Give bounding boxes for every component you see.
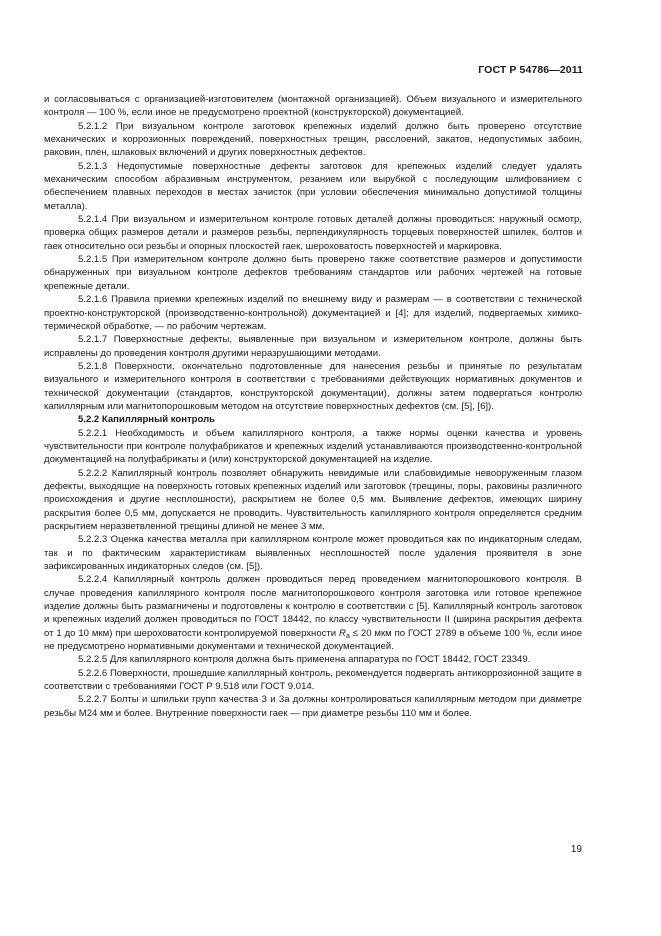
paragraph-5-2-1-3: 5.2.1.3 Недопустимые поверхностные дефекты заготовок для крепежных изделий следует удалять механическим способом абразивным инструментом, резанием или вырубкой с последующим шлифованием с обеспечением плавных переходов в местах зачисток (при условии обеспечения минимально допустимой толщины металла). bbox=[44, 160, 582, 212]
paragraph-text-after: ≤ 20 мкм по ГОСТ 2789 в объеме 100 %, если иное не предусмотрено нормативными документами и технической документацией. bbox=[44, 627, 583, 653]
paragraph-5-2-1-2: 5.2.1.2 При визуальном контроле заготовок крепежных изделий должно быть проверено отсутствие механических и коррозионных повреждений, поверхностных трещин, расслоений, закатов, недопустимых забоин, раковин, плен, шлаковых включений и других поверхностных дефектов. bbox=[44, 120, 582, 159]
page-number: 19 bbox=[570, 844, 582, 855]
paragraph-5-2-2-6: 5.2.2.6 Поверхности, прошедшие капиллярный контроль, рекомендуется подвергать антикоррозионной защите в соответствии с требованиями ГОСТ Р 9.518 или ГОСТ 9.014. bbox=[44, 667, 582, 693]
paragraph-5-2-2-5: 5.2.2.5 Для капиллярного контроля должна быть применена аппаратура по ГОСТ 18442, ГОСТ 23349. bbox=[78, 654, 531, 666]
paragraph-5-2-1-5: 5.2.1.5 При измерительном контроле должно быть проверено также соответствие размеров и допустимости обнаруженных при визуальном контроле дефектов требованиям стандартов или рабочих чертежей на готовые крепежные детали. bbox=[44, 254, 582, 292]
paragraph-5-2-1-4: 5.2.1.4 При визуальном и измерительном контроле готовых деталей должны проводиться: наружный осмотр, проверка общих размеров детали и размеров резьбы, перпендикулярность торцевых поверхностей шпилек, болтов и гаек относительно оси резьбы и опорных плоскостей гаек, шероховатость поверхностей и маркировка. bbox=[44, 214, 582, 252]
paragraph-5-2-2-7: 5.2.2.7 Болты и шпильки групп качества 3 и 3а должны контролироваться капиллярным методом при диаметре резьбы М24 мм и более. Внутренние поверхности гаек — при диаметре резьбы 110 мм и более. bbox=[44, 694, 582, 719]
paragraph-5-2-2-4 bbox=[44, 573, 582, 653]
roughness-subscript: a bbox=[345, 632, 350, 640]
document-body bbox=[44, 93, 582, 720]
paragraph-5-2-2-2: 5.2.2.2 Капиллярный контроль позволяет обнаружить невидимые или слабовидимые невооруженным глазом дефекты, выходящие на поверхность готовых крепежных изделий или заготовок (трещины, поры, раковины различного происхождения и другие несплошности), раскрытием не более 0,5 мм. Выявление дефектов, имеющих ширину раскрытия более 0,5 мм, допускается не проводить. Чувствительность капиллярного контроля определяется средним раскрытием неразветвленной трещины длиной не менее 3 мм. bbox=[44, 467, 582, 532]
paragraph-5-2-2-1: 5.2.2.1 Необходимость и объем капиллярного контроля, а также нормы оценки качества и уровень чувствительности при контроле полуфабрикатов и крепежных изделий устанавливаются производственно-контрольной документацией на полуфабрикаты и (или) конструкторской документацией на изделие. bbox=[44, 427, 582, 466]
section-heading-5-2-2: 5.2.2 Капиллярный контроль bbox=[78, 414, 216, 426]
document-header: ГОСТ Р 54786—2011 bbox=[478, 64, 583, 76]
roughness-symbol: R bbox=[339, 627, 346, 639]
paragraph-5-2-1-7: 5.2.1.7 Поверхностные дефекты, выявленные при визуальном и измерительном контроле, должны быть исправлены до проведения контроля другими неразрушающими методами. bbox=[44, 334, 582, 359]
paragraph-5-2-2-3: 5.2.2.3 Оценка качества металла при капиллярном контроле может проводиться как по индикаторным следам, так и по фактическим характеристикам выявленных несплошностей после удаления проявителя в зоне зафиксированных индикаторных следов (см. [5]). bbox=[44, 534, 582, 573]
paragraph-5-2-1-8: 5.2.1.8 Поверхности, окончательно подготовленные для нанесения резьбы и принятые по результатам визуального и измерительного контроля в соответствии с требованиями действующих нормативных документов и технической документации (стандартов, конструкторской документации), должны затем подвергаться контролю капиллярным или магнитопорошковым методом на отсутствие поверхностных дефектов (см. [5], [6]). bbox=[44, 360, 582, 412]
paragraph-5-2-1-6: 5.2.1.6 Правила приемки крепежных изделий по внешнему виду и размерам — в соответствии с технической проектно-конструкторской (производственно-контрольной) документацией и [4]; для изделий, подвергаемых химико-термической обработке, — по рабочим чертежам. bbox=[44, 294, 582, 332]
paragraph: и согласовываться с организацией-изготовителем (монтажной организацией). Объем визуального и измерительного контроля — 100 %, если иное не предусмотрено проектной (конструкторской) документацией. bbox=[44, 94, 582, 119]
paragraph-text-before: 5.2.2.4 Капиллярный контроль должен проводиться перед проведением магнитопорошкового контроля. В случае проведения капиллярного контроля после магнитопорошкового контроля заготовка или готовое крепежное изделие должны быть размагничены и подготовлены к контролю в соответствии с [5]. Капиллярный контроль заготовок и крепежных изделий должен проводиться по ГОСТ 18442, по классу чувствительности II (ширина раскрытия дефекта от 1 до 10 мкм) при шероховатости контролируемой поверхности bbox=[44, 574, 582, 639]
